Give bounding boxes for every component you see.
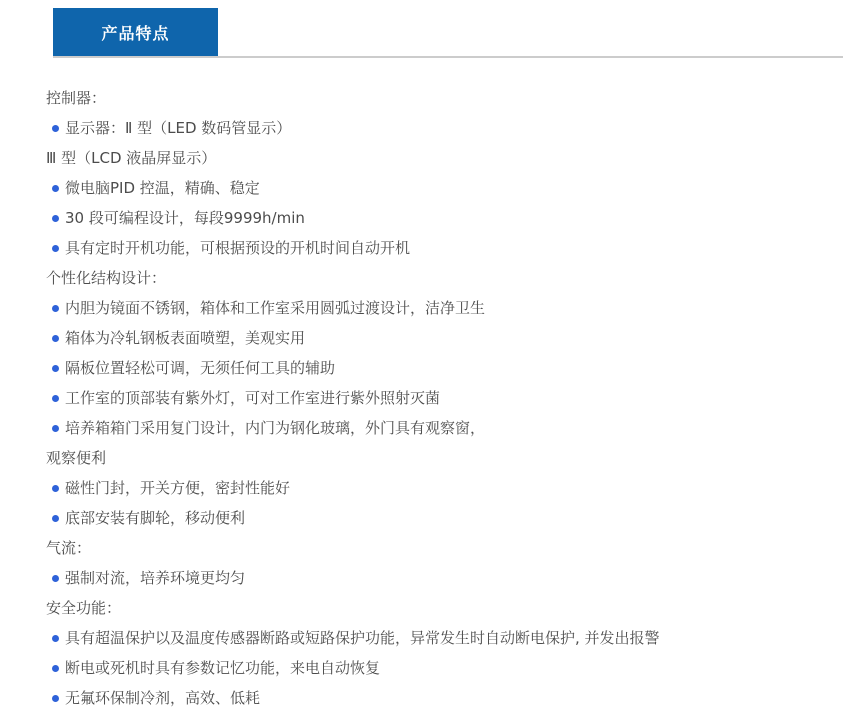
bullet-icon bbox=[52, 215, 59, 222]
feature-text: 培养箱箱门采用复门设计，内门为钢化玻璃，外门具有观察窗， bbox=[65, 419, 486, 437]
feature-item bbox=[46, 293, 833, 323]
feature-text: 无氟环保制冷剂，高效、低耗 bbox=[65, 689, 261, 707]
feature-item bbox=[46, 443, 833, 473]
feature-item bbox=[46, 623, 833, 653]
feature-text: 控制器： bbox=[46, 89, 107, 107]
tab-product-features[interactable] bbox=[53, 8, 218, 56]
bullet-icon bbox=[52, 245, 59, 252]
feature-text: Ⅲ 型（LCD 液晶屏显示） bbox=[46, 149, 217, 167]
bullet-icon bbox=[52, 575, 59, 582]
feature-item bbox=[46, 323, 833, 353]
feature-text: 微电脑PID 控温，精确、稳定 bbox=[65, 179, 260, 197]
bullet-icon bbox=[52, 665, 59, 672]
bullet-icon bbox=[52, 635, 59, 642]
feature-item bbox=[46, 353, 833, 383]
feature-item bbox=[46, 233, 833, 263]
tab-label: 产品特点 bbox=[101, 23, 170, 43]
bullet-icon bbox=[52, 125, 59, 132]
feature-text: 观察便利 bbox=[46, 449, 107, 467]
feature-text: 断电或死机时具有参数记忆功能，来电自动恢复 bbox=[65, 659, 381, 677]
feature-item bbox=[46, 83, 833, 113]
bullet-icon bbox=[52, 365, 59, 372]
feature-text: 内胆为镜面不锈钢，箱体和工作室采用圆弧过渡设计，洁净卫生 bbox=[65, 299, 486, 317]
feature-item bbox=[46, 683, 833, 713]
feature-text: 30 段可编程设计，每段9999h/min bbox=[65, 209, 305, 227]
feature-item bbox=[46, 113, 833, 143]
feature-text: 具有定时开机功能，可根据预设的开机时间自动开机 bbox=[65, 239, 411, 257]
bullet-icon bbox=[52, 335, 59, 342]
bullet-icon bbox=[52, 185, 59, 192]
bullet-icon bbox=[52, 395, 59, 402]
feature-text: 工作室的顶部装有紫外灯，可对工作室进行紫外照射灭菌 bbox=[65, 389, 441, 407]
bullet-icon bbox=[52, 425, 59, 432]
bullet-icon bbox=[52, 515, 59, 522]
bullet-icon bbox=[52, 695, 59, 702]
feature-text: 显示器：Ⅱ 型（LED 数码管显示） bbox=[65, 119, 292, 137]
feature-item bbox=[46, 413, 833, 443]
feature-item bbox=[46, 383, 833, 413]
tab-divider-line bbox=[53, 56, 843, 58]
feature-item bbox=[46, 173, 833, 203]
feature-item bbox=[46, 263, 833, 293]
feature-item bbox=[46, 563, 833, 593]
feature-item bbox=[46, 503, 833, 533]
feature-text: 个性化结构设计： bbox=[46, 269, 167, 287]
bullet-icon bbox=[52, 485, 59, 492]
feature-text: 具有超温保护以及温度传感器断路或短路保护功能，异常发生时自动断电保护, 并发出报警 bbox=[65, 629, 660, 647]
feature-text: 磁性门封，开关方便，密封性能好 bbox=[65, 479, 291, 497]
feature-list bbox=[46, 83, 833, 713]
feature-item bbox=[46, 203, 833, 233]
feature-item bbox=[46, 653, 833, 683]
feature-text: 隔板位置轻松可调，无须任何工具的辅助 bbox=[65, 359, 336, 377]
feature-item bbox=[46, 533, 833, 563]
feature-text: 箱体为冷轧钢板表面喷塑，美观实用 bbox=[65, 329, 306, 347]
feature-text: 底部安装有脚轮，移动便利 bbox=[65, 509, 246, 527]
feature-text: 气流： bbox=[46, 539, 92, 557]
feature-text: 强制对流，培养环境更均匀 bbox=[65, 569, 246, 587]
feature-item bbox=[46, 473, 833, 503]
feature-item bbox=[46, 593, 833, 623]
feature-item bbox=[46, 143, 833, 173]
feature-text: 安全功能： bbox=[46, 599, 122, 617]
bullet-icon bbox=[52, 305, 59, 312]
